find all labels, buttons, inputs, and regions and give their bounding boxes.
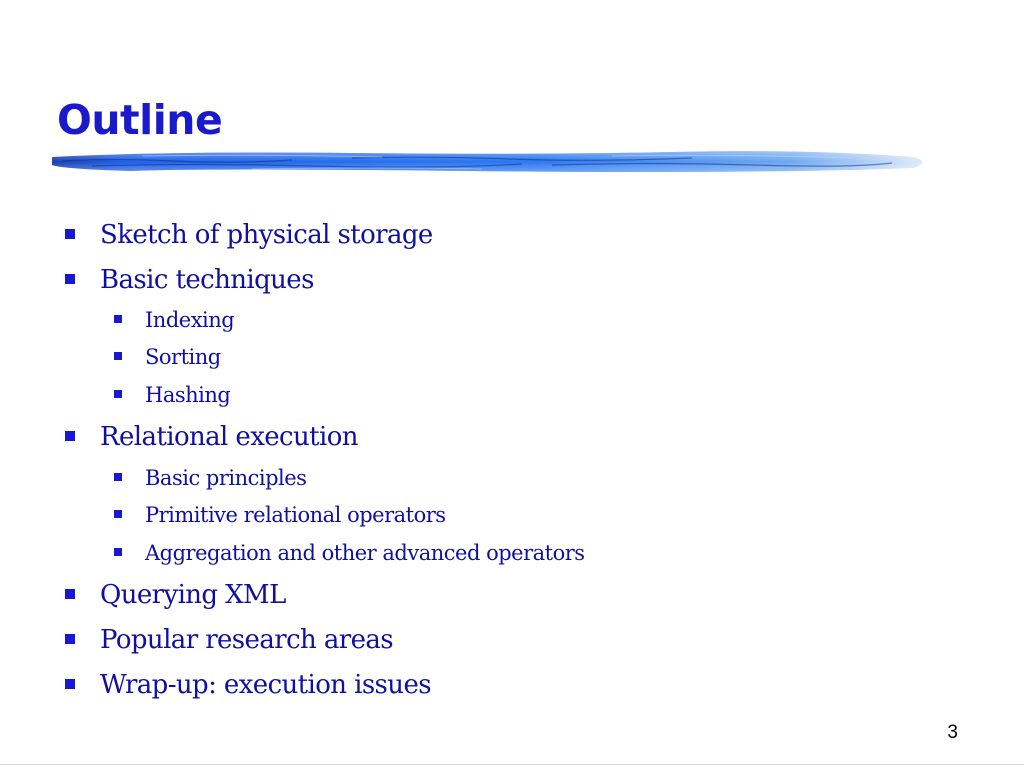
page-number: 3 [947, 722, 958, 743]
square-bullet-icon [65, 634, 75, 644]
square-bullet-icon [65, 589, 75, 599]
bullet-item [100, 420, 358, 454]
bullet-text: Primitive relational operators [145, 503, 446, 527]
bullet-item [100, 218, 433, 252]
sub-bullet-item [145, 306, 234, 334]
bullet-text: Hashing [145, 383, 231, 407]
bullet-text: Relational execution [100, 422, 358, 452]
sub-bullet-item [145, 381, 230, 409]
square-bullet-icon [114, 548, 122, 556]
slide-title: Outline [57, 96, 223, 144]
title-underline-bar [52, 149, 934, 175]
bullet-text: Sketch of physical storage [100, 220, 433, 250]
bullet-text: Wrap-up: execution issues [100, 670, 431, 700]
square-bullet-icon [65, 679, 75, 689]
bullet-item [100, 263, 314, 297]
bullet-text: Sorting [145, 345, 221, 369]
bottom-divider [0, 764, 1024, 765]
square-bullet-icon [114, 390, 122, 398]
sub-bullet-item [145, 539, 585, 567]
bullet-item [100, 623, 393, 657]
bullet-item [100, 668, 431, 702]
square-bullet-icon [114, 352, 122, 360]
square-bullet-icon [65, 274, 75, 284]
square-bullet-icon [65, 431, 75, 441]
bullet-text: Aggregation and other advanced operators [145, 541, 585, 565]
square-bullet-icon [65, 229, 75, 239]
bullet-text: Basic principles [145, 466, 307, 490]
bullet-item [100, 578, 286, 612]
square-bullet-icon [114, 510, 122, 518]
sub-bullet-item [145, 464, 306, 492]
square-bullet-icon [114, 315, 122, 323]
square-bullet-icon [114, 473, 122, 481]
bullet-text: Querying XML [100, 580, 286, 610]
sub-bullet-item [145, 501, 446, 529]
bullet-text: Basic techniques [100, 265, 314, 295]
bullet-text: Indexing [145, 308, 235, 332]
bullet-text: Popular research areas [100, 625, 393, 655]
sub-bullet-item [145, 343, 221, 371]
